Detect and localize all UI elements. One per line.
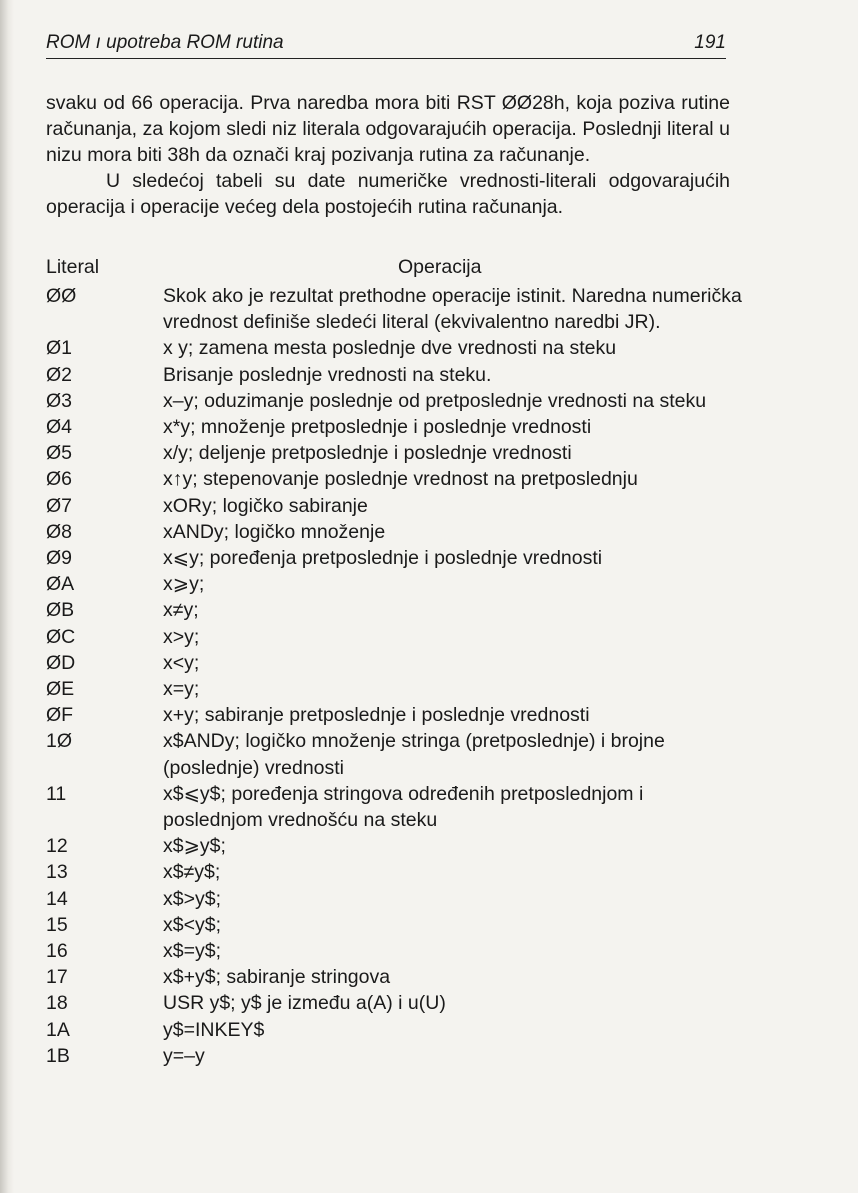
literal-cell: 18 [46, 992, 68, 1015]
table-row [46, 1043, 746, 1069]
table-row [46, 1017, 746, 1043]
literal-cell: ØD [46, 651, 76, 674]
literal-cell: ØE [46, 678, 75, 701]
literal-cell: ØB [46, 599, 75, 622]
operation-cell: x<y; [163, 651, 200, 674]
literal-cell: Ø1 [46, 337, 73, 360]
literal-cell: 16 [46, 940, 68, 963]
operation-cell: x$⩾y$; [163, 835, 226, 858]
operation-cell: xORy; logičko sabiranje [163, 494, 368, 517]
intro-text [46, 90, 730, 220]
table-row [46, 335, 746, 361]
table-row [46, 990, 746, 1016]
table-row [46, 728, 746, 780]
literal-cell: 15 [46, 913, 68, 936]
literal-cell: 14 [46, 887, 68, 910]
literal-cell: Ø2 [46, 363, 73, 386]
literal-cell: 1B [46, 1044, 70, 1067]
column-header-operation: Operacija [398, 256, 482, 278]
intro-paragraph-2: U sledećoj tabeli su date numeričke vrednosti-literali odgovarajućih operacija i operacije većeg dela postojećih rutina računanja. [46, 170, 730, 218]
operation-cell: x y; zamena mesta poslednje dve vrednosti na steku [163, 337, 617, 360]
table-row [46, 440, 746, 466]
table-row [46, 388, 746, 414]
table-row [46, 676, 746, 702]
operation-cell: x+y; sabiranje pretposlednje i poslednje vrednosti [163, 704, 590, 727]
column-header-literal: Literal [46, 256, 100, 278]
operation-cell: x$ANDy; logičko množenje stringa (pretposlednje) i brojne (poslednje) vrednosti [163, 730, 665, 779]
operation-cell: x$>y$; [163, 887, 221, 910]
operation-cell: x⩽y; poređenja pretposlednje i poslednje vrednosti [163, 547, 603, 570]
table-row [46, 362, 746, 388]
table-row [46, 886, 746, 912]
literal-table [46, 283, 746, 1069]
literal-cell: Ø9 [46, 547, 73, 570]
operation-cell: x=y; [163, 678, 200, 701]
table-row [46, 912, 746, 938]
table-row [46, 283, 746, 335]
table-row [46, 781, 746, 833]
table-row [46, 702, 746, 728]
operation-cell: y=–y [163, 1044, 205, 1067]
operation-cell: y$=INKEY$ [163, 1018, 265, 1041]
literal-cell: Ø8 [46, 520, 73, 543]
operation-cell: x*y; množenje pretposlednje i poslednje vrednosti [163, 416, 592, 439]
literal-cell: Ø5 [46, 442, 73, 465]
table-row [46, 624, 746, 650]
literal-cell: ØC [46, 625, 76, 648]
literal-cell: Ø6 [46, 468, 73, 491]
table-row [46, 493, 746, 519]
table-row [46, 519, 746, 545]
literal-cell: ØØ [46, 285, 77, 307]
operation-cell: x>y; [163, 625, 200, 648]
page-edge-shadow [0, 0, 14, 1193]
table-row [46, 833, 746, 859]
operation-cell: x–y; oduzimanje poslednje od pretposlednje vrednosti na steku [163, 389, 707, 412]
literal-cell: 1A [46, 1018, 70, 1041]
literal-cell: 17 [46, 966, 68, 989]
operation-cell: x$=y$; [163, 940, 221, 963]
table-row [46, 545, 746, 571]
literal-cell: Ø4 [46, 416, 73, 439]
operation-cell: x⩾y; [163, 573, 205, 596]
table-row [46, 597, 746, 623]
literal-cell: ØF [46, 704, 74, 727]
table-row [46, 964, 746, 990]
operation-cell: x$≠y$; [163, 861, 221, 884]
operation-cell: x$<y$; [163, 913, 221, 936]
table-row [46, 571, 746, 597]
running-header [46, 32, 726, 59]
operation-cell: x≠y; [163, 599, 199, 622]
table-row [46, 414, 746, 440]
operation-cell: x$⩽y$; poređenja stringova određenih pretposlednjom i poslednjom vrednošću na steku [163, 782, 644, 832]
literal-cell: 12 [46, 835, 68, 858]
page-number: 191 [694, 32, 726, 53]
header-title: ROM ı upotreba ROM rutina [46, 32, 284, 53]
literal-cell: ØA [46, 573, 75, 596]
operation-cell: Skok ako je rezultat prethodne operacije istinit. Naredna numerička vrednost definiše sledeći literal (ekvivalentno naredbi JR). [163, 285, 742, 334]
literal-cell: Ø3 [46, 389, 73, 412]
literal-cell: 1Ø [46, 730, 73, 753]
operation-cell: Brisanje poslednje vrednosti na steku. [163, 363, 492, 386]
literal-cell: 13 [46, 861, 68, 884]
literal-cell: Ø7 [46, 494, 73, 517]
table-row [46, 650, 746, 676]
operation-cell: x/y; deljenje pretposlednje i poslednje vrednosti [163, 442, 572, 465]
operation-cell: USR y$; y$ je između a(A) i u(U) [163, 992, 446, 1015]
table-row [46, 466, 746, 492]
table-row [46, 938, 746, 964]
operation-cell: x$+y$; sabiranje stringova [163, 966, 391, 989]
table-header [46, 256, 730, 282]
table-row [46, 859, 746, 885]
literal-cell: 11 [46, 782, 67, 805]
intro-paragraph-1: svaku od 66 operacija. Prva naredba mora biti RST ØØ28h, koja poziva rutine računanja, za kojom sledi niz literala odgovarajućih operacija. Poslednji literal u nizu mora biti 38h da označi kraj pozivanja rutina za računanje. [46, 92, 730, 166]
operation-cell: x↑y; stepenovanje poslednje vrednost na pretposlednju [163, 468, 638, 491]
operation-cell: xANDy; logičko množenje [163, 520, 386, 543]
